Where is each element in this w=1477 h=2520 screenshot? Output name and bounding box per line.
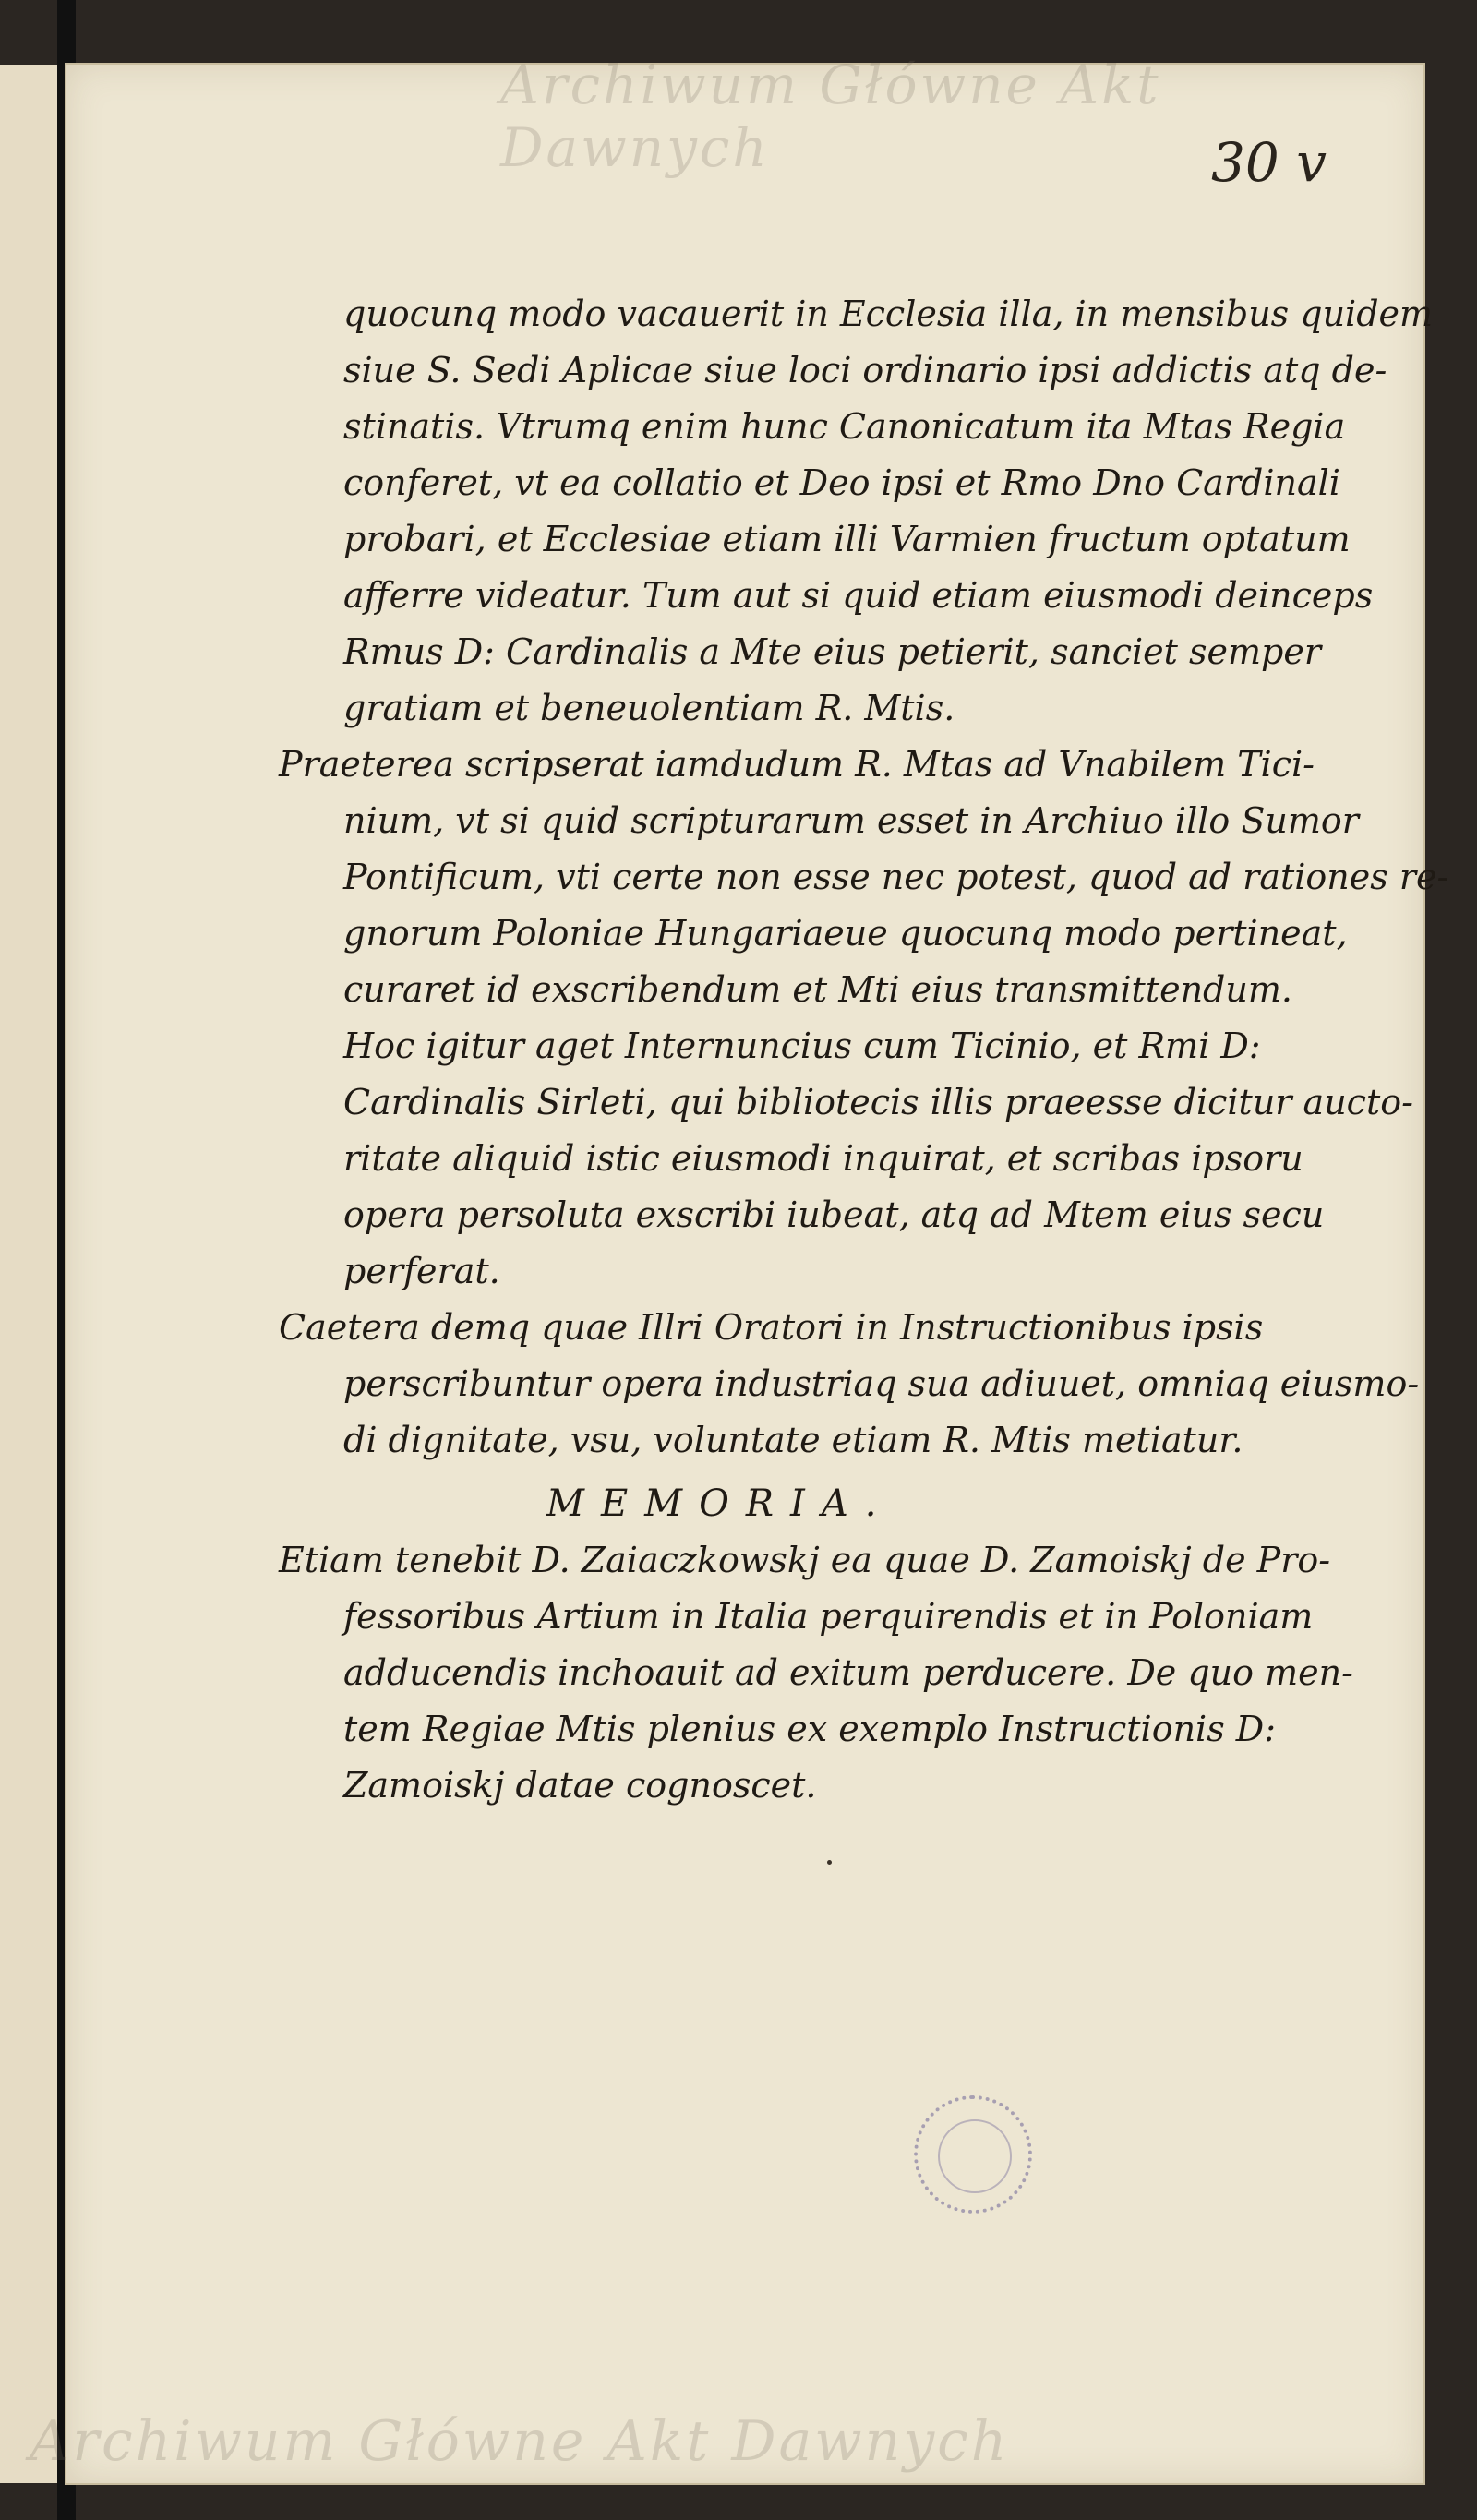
adjacent-page-edge bbox=[0, 65, 59, 2483]
text-line: Etiam tenebit D. Zaiaczkowskj ea quae D. Zamoiskj de Pro- bbox=[279, 1540, 1331, 1580]
text-line: Pontificum, vti certe non esse nec potest, quod ad rationes re- bbox=[343, 857, 1449, 897]
library-stamp bbox=[914, 2095, 1032, 2214]
text-line: siue S. Sedi Aplicae siue loci ordinario ipsi addictis atq de- bbox=[343, 350, 1387, 390]
text-line: stinatis. Vtrumq enim hunc Canonicatum ita Mtas Regia bbox=[343, 406, 1346, 447]
stamp-center bbox=[938, 2119, 1012, 2193]
text-line: afferre videatur. Tum aut si quid etiam eiusmodi deinceps bbox=[343, 575, 1374, 616]
section-heading: MEMORIA. bbox=[546, 1482, 894, 1525]
text-line: perferat. bbox=[343, 1251, 500, 1291]
text-line: Caetera demq quae Illri Oratori in Instructionibus ipsis bbox=[279, 1307, 1264, 1348]
text-line: ritate aliquid istic eiusmodi inquirat, et scribas ipsoru bbox=[343, 1138, 1303, 1179]
text-line: gratiam et beneuolentiam R. Mtis. bbox=[343, 688, 955, 728]
text-line: opera persoluta exscribi iubeat, atq ad Mtem eius secu bbox=[343, 1194, 1325, 1235]
text-line: Cardinalis Sirleti, qui bibliotecis illis praeesse dicitur aucto- bbox=[343, 1082, 1413, 1122]
manuscript-page bbox=[30, 54, 1449, 2485]
manuscript-text bbox=[279, 286, 1449, 1814]
text-line: tem Regiae Mtis plenius ex exemplo Instructionis D: bbox=[343, 1709, 1277, 1749]
text-line: fessoribus Artium in Italia perquirendis et in Poloniam bbox=[343, 1596, 1314, 1637]
ink-dot bbox=[827, 1860, 832, 1865]
watermark-bottom: Archiwum Główne Akt Dawnych bbox=[30, 2409, 1010, 2474]
text-line: probari, et Ecclesiae etiam illi Varmien fructum optatum bbox=[343, 519, 1351, 559]
text-line: nium, vt si quid scripturarum esset in Archiuo illo Sumor bbox=[343, 800, 1359, 841]
folio-number: 30 v bbox=[1211, 131, 1327, 194]
text-line: gnorum Poloniae Hungariaeue quocunq modo pertineat, bbox=[343, 913, 1348, 954]
text-line: Hoc igitur aget Internuncius cum Ticinio, et Rmi D: bbox=[343, 1026, 1261, 1066]
text-line: adducendis inchoauit ad exitum perducere. De quo men- bbox=[343, 1652, 1353, 1693]
text-line: Praeterea scripserat iamdudum R. Mtas ad Vnabilem Tici- bbox=[279, 744, 1315, 785]
text-line: quocunq modo vacauerit in Ecclesia illa, in mensibus quidem bbox=[343, 294, 1434, 334]
text-line: curaret id exscribendum et Mti eius transmittendum. bbox=[343, 969, 1292, 1010]
text-line: Zamoiskj datae cognoscet. bbox=[343, 1765, 817, 1806]
text-line: Rmus D: Cardinalis a Mte eius petierit, sanciet semper bbox=[343, 631, 1321, 672]
text-line: conferet, vt ea collatio et Deo ipsi et Rmo Dno Cardinali bbox=[343, 462, 1340, 503]
text-line: di dignitate, vsu, voluntate etiam R. Mtis metiatur. bbox=[343, 1420, 1243, 1460]
watermark-top: Archiwum Główne Akt Dawnych bbox=[500, 54, 1161, 179]
text-line: perscribuntur opera industriaq sua adiuuet, omniaq eiusmo- bbox=[343, 1363, 1420, 1404]
